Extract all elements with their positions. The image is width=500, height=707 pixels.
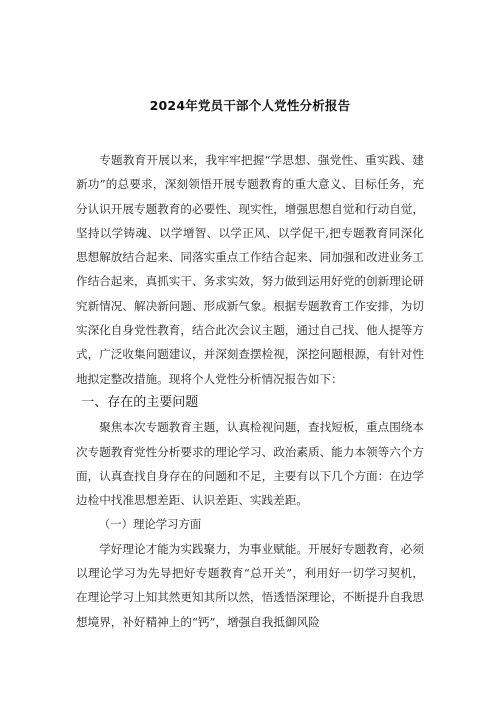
document-title: 2024年党员干部个人党性分析报告 xyxy=(149,98,351,113)
section-heading-problems: 一、存在的主要问题 xyxy=(81,394,199,410)
section1-paragraph: 聚焦本次专题教育主题，认真检视问题，查找短板，重点围绕本次专题教育党性分析要求的理论学习、政治素质、能力本领等六个方面，认真查找自身存在的问题和不足，主要有以下几个方面：在边学边检中找准思想差距、认识差距、实践差距。 xyxy=(76,420,424,508)
subsection-heading-theory-study: （一）理论学习方面 xyxy=(98,517,202,532)
subsection1-paragraph: 学好理论才能为实践聚力，为事业赋能。开展好专题教育，必须以理论学习为先导把好专题教育“总开关”，利用好一切学习契机，在理论学习上知其然更知其所以然，悟透悟深理论，不断提升自我思想境界，补好精神上的“钙”，增强自我抵御风险 xyxy=(76,541,424,629)
document-body xyxy=(76,148,424,634)
intro-paragraph: 专题教育开展以来，我牢牢把握“学思想、强党性、重实践、建新功”的总要求，深刻领悟开展专题教育的重大意义、目标任务，充分认识开展专题教育的必要性、现实性，增强思想自觉和行动自觉，坚持以学铸魂、以学增智、以学正风、以学促干,把专题教育同深化思想解放结合起来、同落实重点工作结合起来、同加强和改进业务工作结合起来，真抓实干、务求实效，努力做到运用好党的创新理论研究新情况、解决新问题、形成新气象。根据专题教育工作安排，为切实深化自身党性教育，结合此次会议主题，通过自己找、他人提等方式，广泛收集问题建议，并深刻查摆检视，深挖问题根源，有针对性地拟定整改措施。现将个人党性分析情况报告如下： xyxy=(76,153,424,386)
